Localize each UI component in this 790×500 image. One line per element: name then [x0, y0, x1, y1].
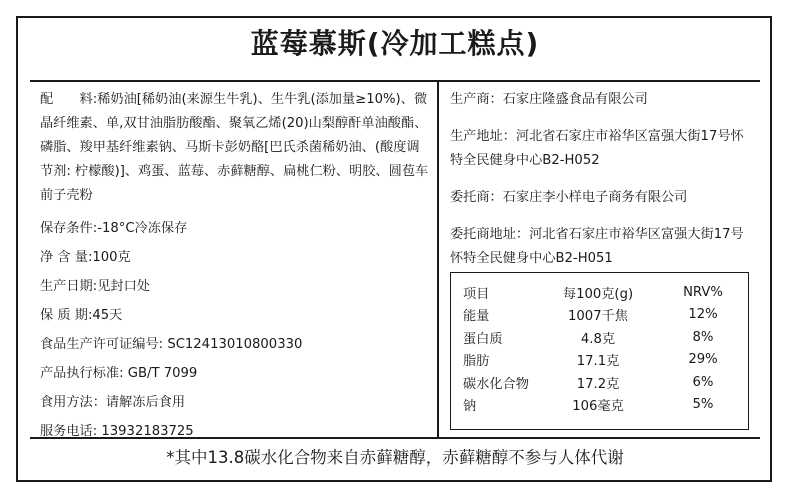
table-row	[451, 326, 748, 349]
table-row	[451, 371, 748, 394]
producer: 生产商：石家庄隆盛食品有限公司	[450, 92, 648, 107]
nutrient-nrv: 12%	[688, 307, 718, 323]
usage-method: 食用方法：请解冻后食用	[40, 395, 186, 410]
title-divider	[30, 80, 760, 82]
nutrient-nrv: 5%	[692, 397, 714, 413]
client-address: 委托商地址：河北省石家庄市裕华区富强大街17号怀特全民健身中心B2-H051	[450, 227, 744, 266]
nutrition-header-nrv: NRV%	[683, 284, 723, 300]
product-standard: 产品执行标准: GB/T 7099	[40, 366, 198, 381]
ingredients-text: 配 料:稀奶油[稀奶油(来源生牛乳)、生牛乳(添加量≥10%)、微晶纤维素、单,双甘油脂肪酸酯、聚氧乙烯(20)山梨醇酐单油酸酯、磷脂、羧甲基纤维素钠、马斯卡彭奶酪[巴氏杀菌稀奶油、(酸度调节剂: 柠檬酸)]、鸡蛋、蓝莓、赤藓糖醇、扁桃仁粉、明胶、圆苞车前子壳粉	[40, 92, 429, 203]
nutrient-amount: 1007千焦	[568, 309, 628, 325]
nutrition-header-item: 项目	[463, 286, 490, 302]
table-row	[451, 304, 748, 327]
nutrient-nrv: 8%	[692, 329, 714, 345]
nutrient-name: 钠	[463, 399, 477, 415]
nutrient-name: 碳水化合物	[463, 376, 529, 392]
nutrient-amount: 17.2克	[576, 376, 620, 392]
production-date: 生产日期:见封口处	[40, 279, 150, 294]
nutrient-name: 能量	[463, 309, 490, 325]
product-title: 蓝莓慕斯(冷加工糕点)	[250, 27, 540, 60]
table-row	[451, 349, 748, 372]
table-row	[451, 394, 748, 417]
nutrient-amount: 106毫克	[572, 399, 624, 415]
nutrient-name: 脂肪	[463, 354, 490, 370]
producer-address: 生产地址：河北省石家庄市裕华区富强大街17号怀特全民健身中心B2-H052	[450, 129, 744, 168]
nutrition-table	[450, 272, 749, 430]
nutrition-header-per100g: 每100克(g)	[562, 286, 634, 302]
net-content: 净 含 量:100克	[40, 250, 131, 265]
production-license: 食品生产许可证编号: SC12413010800330	[40, 337, 303, 352]
erythritol-footnote: *其中13.8碳水化合物来自赤藓糖醇，赤藓糖醇不参与人体代谢	[166, 448, 624, 467]
right-column	[450, 88, 755, 284]
client: 委托商：石家庄李小样电子商务有限公司	[450, 190, 688, 205]
shelf-life: 保 质 期:45天	[40, 308, 123, 323]
nutrient-amount: 4.8克	[580, 331, 616, 347]
service-phone: 服务电话: 13932183725	[40, 424, 194, 439]
column-divider	[437, 80, 439, 437]
nutrient-nrv: 6%	[692, 374, 714, 390]
left-column	[40, 88, 430, 446]
nutrition-header-row	[451, 281, 748, 304]
nutrient-nrv: 29%	[688, 352, 718, 368]
nutrient-name: 蛋白质	[463, 331, 503, 347]
nutrient-amount: 17.1克	[576, 354, 620, 370]
storage-condition: 保存条件:-18°C冷冻保存	[40, 221, 188, 236]
